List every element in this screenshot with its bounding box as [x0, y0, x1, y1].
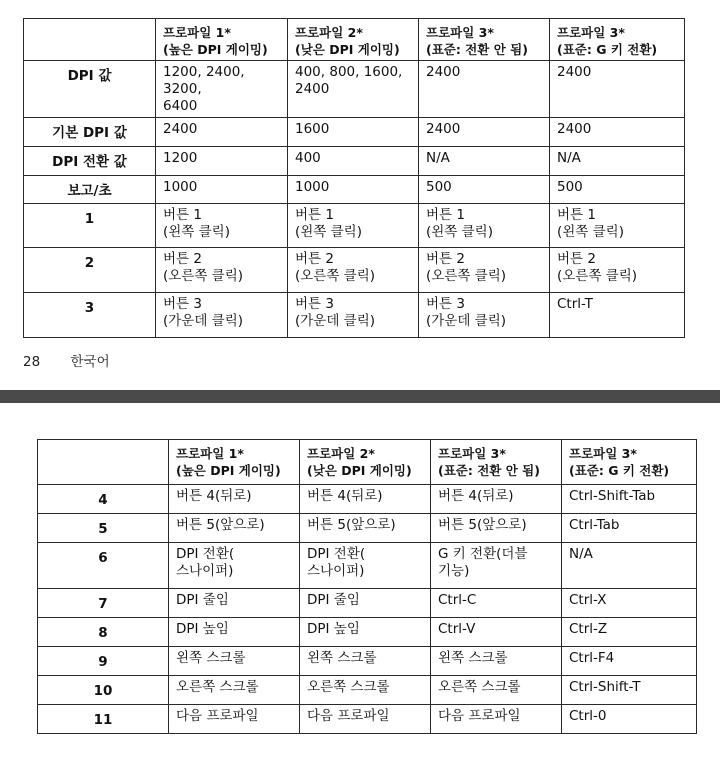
row-label: 1 — [24, 204, 156, 248]
table-cell: 오른쪽 스크롤 — [169, 676, 300, 705]
table-cell: 2400 — [419, 118, 550, 147]
table-cell: 2400 — [550, 61, 685, 118]
table-row — [38, 647, 697, 676]
header-profile-3-gkey: 프로파일 3* (표준: G 키 전환) — [562, 440, 697, 485]
table-cell: Ctrl-T — [550, 293, 685, 338]
table-row — [38, 589, 697, 618]
table-cell: 2400 — [550, 118, 685, 147]
table-cell: 400 — [288, 147, 419, 176]
profile-table-bottom — [37, 439, 697, 734]
table-cell: 500 — [550, 176, 685, 204]
row-label: 3 — [24, 293, 156, 338]
table-cell: 2400 — [419, 61, 550, 118]
table-cell: 버튼 2 (오른쪽 클릭) — [156, 248, 288, 293]
table-cell: N/A — [419, 147, 550, 176]
table-cell: 1200 — [156, 147, 288, 176]
header-profile-2: 프로파일 2* (낮은 DPI 게이밍) — [288, 19, 419, 61]
row-label: 5 — [38, 514, 169, 543]
table-row — [38, 485, 697, 514]
row-label: DPI 전환 값 — [24, 147, 156, 176]
page-footer — [23, 350, 136, 370]
table-cell: Ctrl-V — [431, 618, 562, 647]
row-label: 4 — [38, 485, 169, 514]
page-divider — [0, 390, 720, 403]
table-cell: 버튼 3 (가운데 클릭) — [288, 293, 419, 338]
table-cell: 다음 프로파일 — [169, 705, 300, 734]
table-cell: 다음 프로파일 — [300, 705, 431, 734]
header-profile-1: 프로파일 1* (높은 DPI 게이밍) — [169, 440, 300, 485]
table-cell: Ctrl-0 — [562, 705, 697, 734]
table-cell: 400, 800, 1600, 2400 — [288, 61, 419, 118]
header-profile-3-gkey: 프로파일 3* (표준: G 키 전환) — [550, 19, 685, 61]
page-number: 28 — [23, 354, 41, 370]
table-cell: N/A — [550, 147, 685, 176]
header-corner-cell — [38, 440, 169, 485]
table-cell: 오른쪽 스크롤 — [431, 676, 562, 705]
table-cell: 500 — [419, 176, 550, 204]
table-row — [24, 61, 685, 118]
table-row — [24, 204, 685, 248]
table-row — [38, 676, 697, 705]
table-cell: DPI 높임 — [300, 618, 431, 647]
table-cell: 1600 — [288, 118, 419, 147]
row-label: DPI 값 — [24, 61, 156, 118]
row-label: 7 — [38, 589, 169, 618]
table-cell: G 키 전환(더블 기능) — [431, 543, 562, 589]
header-profile-3-standard: 프로파일 3* (표준: 전환 안 됨) — [431, 440, 562, 485]
table-cell: Ctrl-X — [562, 589, 697, 618]
table-cell: 버튼 1 (왼쪽 클릭) — [288, 204, 419, 248]
table-row — [24, 248, 685, 293]
table-cell: DPI 줄임 — [300, 589, 431, 618]
header-profile-3-standard: 프로파일 3* (표준: 전환 안 됨) — [419, 19, 550, 61]
row-label: 보고/초 — [24, 176, 156, 204]
table-cell: 버튼 2 (오른쪽 클릭) — [550, 248, 685, 293]
table-cell: 버튼 2 (오른쪽 클릭) — [419, 248, 550, 293]
table-row — [38, 514, 697, 543]
table-header-row — [38, 440, 697, 485]
table-cell: DPI 전환( 스나이퍼) — [169, 543, 300, 589]
row-label: 11 — [38, 705, 169, 734]
table-cell: Ctrl-Z — [562, 618, 697, 647]
table-cell: 버튼 4(뒤로) — [169, 485, 300, 514]
table-cell: 2400 — [156, 118, 288, 147]
table-cell: 버튼 3 (가운데 클릭) — [156, 293, 288, 338]
table-cell: 오른쪽 스크롤 — [300, 676, 431, 705]
table-cell: 1000 — [288, 176, 419, 204]
table-cell: DPI 높임 — [169, 618, 300, 647]
table-cell: 왼쪽 스크롤 — [431, 647, 562, 676]
table-cell: 1000 — [156, 176, 288, 204]
table-row — [24, 118, 685, 147]
table-cell: 버튼 1 (왼쪽 클릭) — [156, 204, 288, 248]
table-cell: 다음 프로파일 — [431, 705, 562, 734]
table-cell: Ctrl-Tab — [562, 514, 697, 543]
table-cell: Ctrl-C — [431, 589, 562, 618]
header-profile-1: 프로파일 1* (높은 DPI 게이밍) — [156, 19, 288, 61]
table-row — [24, 176, 685, 204]
table-cell: 버튼 2 (오른쪽 클릭) — [288, 248, 419, 293]
table-cell: 버튼 4(뒤로) — [431, 485, 562, 514]
table-row — [38, 705, 697, 734]
table-cell: 버튼 5(앞으로) — [169, 514, 300, 543]
table-cell: 버튼 4(뒤로) — [300, 485, 431, 514]
table-row — [38, 543, 697, 589]
table-row — [24, 293, 685, 338]
profile-table-top — [23, 18, 685, 338]
table-cell: 버튼 1 (왼쪽 클릭) — [550, 204, 685, 248]
table-cell: Ctrl-Shift-T — [562, 676, 697, 705]
table-cell: 버튼 3 (가운데 클릭) — [419, 293, 550, 338]
row-label: 6 — [38, 543, 169, 589]
row-label: 2 — [24, 248, 156, 293]
table-cell: DPI 전환( 스나이퍼) — [300, 543, 431, 589]
table-cell: 버튼 5(앞으로) — [300, 514, 431, 543]
row-label: 9 — [38, 647, 169, 676]
table-row — [24, 147, 685, 176]
table-cell: DPI 줄임 — [169, 589, 300, 618]
table-row — [38, 618, 697, 647]
header-profile-2: 프로파일 2* (낮은 DPI 게이밍) — [300, 440, 431, 485]
table-cell: 버튼 1 (왼쪽 클릭) — [419, 204, 550, 248]
table-cell: Ctrl-F4 — [562, 647, 697, 676]
row-label: 10 — [38, 676, 169, 705]
table-cell: 왼쪽 스크롤 — [169, 647, 300, 676]
table-cell: N/A — [562, 543, 697, 589]
table-cell: 버튼 5(앞으로) — [431, 514, 562, 543]
table-header-row — [24, 19, 685, 61]
row-label: 8 — [38, 618, 169, 647]
page-language: 한국어 — [70, 354, 110, 370]
table-cell: Ctrl-Shift-Tab — [562, 485, 697, 514]
header-corner-cell — [24, 19, 156, 61]
table-cell: 왼쪽 스크롤 — [300, 647, 431, 676]
row-label: 기본 DPI 값 — [24, 118, 156, 147]
table-cell: 1200, 2400, 3200, 6400 — [156, 61, 288, 118]
